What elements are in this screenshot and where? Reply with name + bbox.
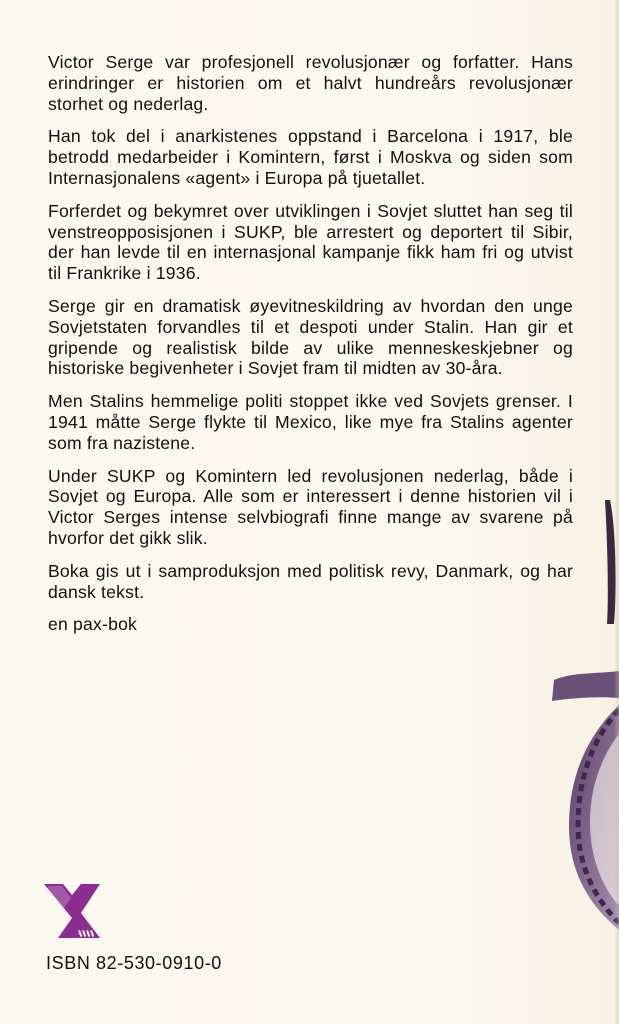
blurb-paragraph-4: Serge gir en dramatisk øyevitneskildring av hvordan den unge Sovjetstaten forvandles til et despoti under Stalin. Han gir et gripende og realistisk bilde av ulike menneskeskjebner og historiske begivenheter i Sovjet fram til midten av 30-åra.: [48, 295, 573, 379]
blurb-text: [48, 52, 573, 635]
blurb-paragraph-6: Under SUKP og Komintern led revolusjonen nederlag, både i Sovjet og Europa. Alle som er interessert i denne historien vil i Victor Serges intense selvbiografi finne mange av svarene på hvorfor det gikk slik.: [48, 465, 573, 548]
publisher-line: en pax-bok: [48, 614, 138, 635]
blurb-paragraph-5: Men Stalins hemmelige politi stoppet ikke ved Sovjets grenser. I 1941 måtte Serge flykte til Mexico, like mye fra Stalins agenter som fra nazistene.: [48, 391, 573, 453]
pax-logo: [42, 880, 104, 942]
page-edge-shadow: [614, 0, 619, 1024]
blurb-paragraph-1: Victor Serge var profesjonell revolusjonær og forfatter. Hans erindringer er historien om et halvt hundreårs revolusjonær storhet og nederlag.: [48, 52, 573, 114]
blurb-paragraph-2: Han tok del i anarkistenes oppstand i Barcelona i 1917, ble betrodd medarbeider i Komintern, først i Moskva og siden som Internasjonalens «agent» i Europa på tjuetallet.: [48, 126, 573, 188]
cropped-photo-graphic: [547, 500, 619, 930]
partial-photograph: [547, 500, 619, 930]
photo-bar-shape: [552, 671, 619, 701]
blurb-paragraph-7: Boka gis ut i samproduksjon med politisk revy, Danmark, og har dansk tekst.: [48, 560, 573, 602]
pax-dove-logo-icon: [42, 880, 104, 942]
isbn-number: ISBN 82-530-0910-0: [46, 953, 222, 973]
blurb-paragraph-3: Forferdet og bekymret over utviklingen i Sovjet sluttet han seg til venstreopposisjonen i SUKP, ble arrestert og deportert til Sibir, der han levde til en internasjonal kampanje fikk ham fri og utvist til Frankrike i 1936.: [48, 200, 573, 284]
